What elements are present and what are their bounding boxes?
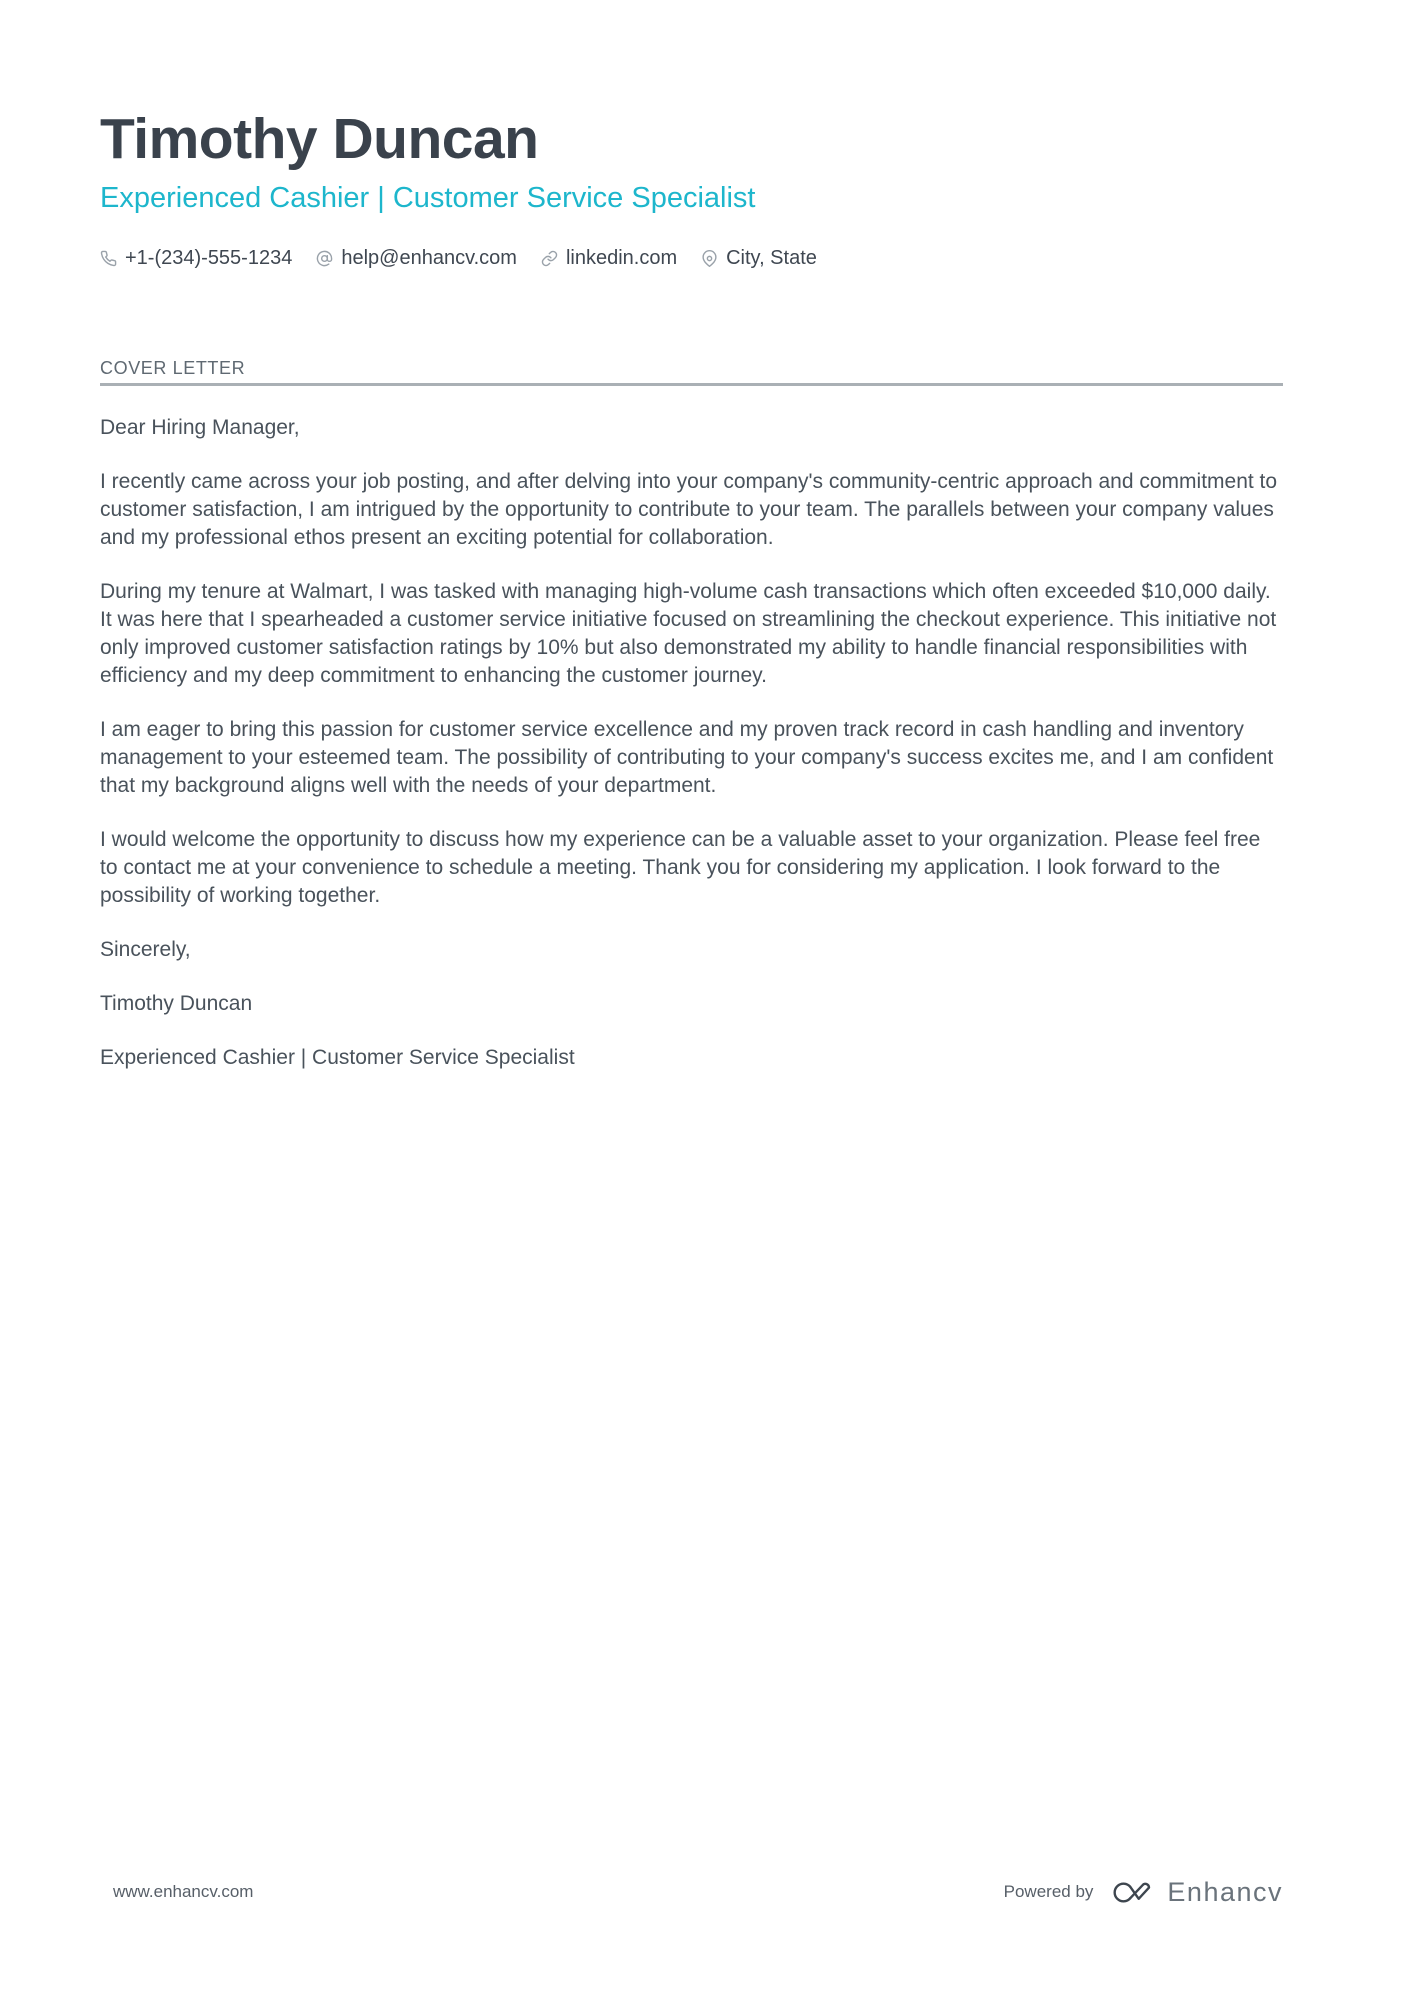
powered-by-lockup (1004, 1877, 1283, 1908)
powered-by-label: Powered by (1003, 1882, 1094, 1901)
letter-paragraph: I recently came across your job posting, and after delving into your company's community-centric approach and commitment to customer satisfaction, I am intrigued by the opportunity to contribute to your team. The parallels between your company values and my professional ethos present an exciting potential for collaboration. (100, 469, 1278, 549)
closing: Sincerely, (100, 937, 191, 961)
salutation: Dear Hiring Manager, (100, 415, 300, 439)
phone-icon (100, 250, 117, 267)
contact-linkedin[interactable] (541, 247, 677, 270)
at-sign-icon (316, 250, 333, 267)
letter-paragraph: I am eager to bring this passion for customer service excellence and my proven track record in cash handling and inventory management to your esteemed team. The possibility of contributing to your company's success excites me, and I am confident that my background aligns well with the needs of your department. (100, 717, 1274, 797)
contact-phone (100, 247, 292, 270)
page-footer (0, 1872, 1410, 1912)
contact-linkedin-text: linkedin.com (565, 246, 678, 269)
section-title-cover-letter: COVER LETTER (100, 358, 1283, 386)
contact-location-text: City, State (726, 246, 817, 269)
contact-row (100, 247, 1283, 270)
letter-body (100, 414, 1283, 1072)
enhancv-brand[interactable] (1109, 1877, 1283, 1908)
footer-website-link[interactable]: www.enhancv.com (113, 1882, 254, 1901)
contact-location (701, 247, 817, 270)
contact-email-text: help@enhancv.com (341, 246, 517, 269)
signature-title: Experienced Cashier | Customer Service Specialist (100, 1045, 575, 1069)
location-pin-icon (701, 250, 718, 267)
signature-name: Timothy Duncan (100, 991, 253, 1015)
person-name: Timothy Duncan (100, 107, 539, 171)
enhancv-infinity-logo-icon (1109, 1880, 1155, 1905)
letter-paragraph: I would welcome the opportunity to discuss how my experience can be a valuable asset to your organization. Please feel free to contact me at your convenience to schedule a meeting. Thank you for considering my application. I look forward to the possibility of working together. (100, 827, 1261, 907)
person-headline: Experienced Cashier | Customer Service Specialist (100, 181, 756, 214)
link-icon (541, 250, 558, 267)
letter-paragraph: During my tenure at Walmart, I was tasked with managing high-volume cash transactions which often exceeded $10,000 daily. It was here that I spearheaded a customer service initiative focused on streamlining the checkout experience. This initiative not only improved customer satisfaction ratings by 10% but also demonstrated my ability to handle financial responsibilities with efficiency and my deep commitment to enhancing the customer journey. (100, 579, 1277, 687)
enhancv-wordmark: Enhancv (1167, 1876, 1283, 1907)
contact-email[interactable] (316, 247, 517, 270)
contact-phone-text: +1-(234)-555-1234 (125, 246, 293, 269)
